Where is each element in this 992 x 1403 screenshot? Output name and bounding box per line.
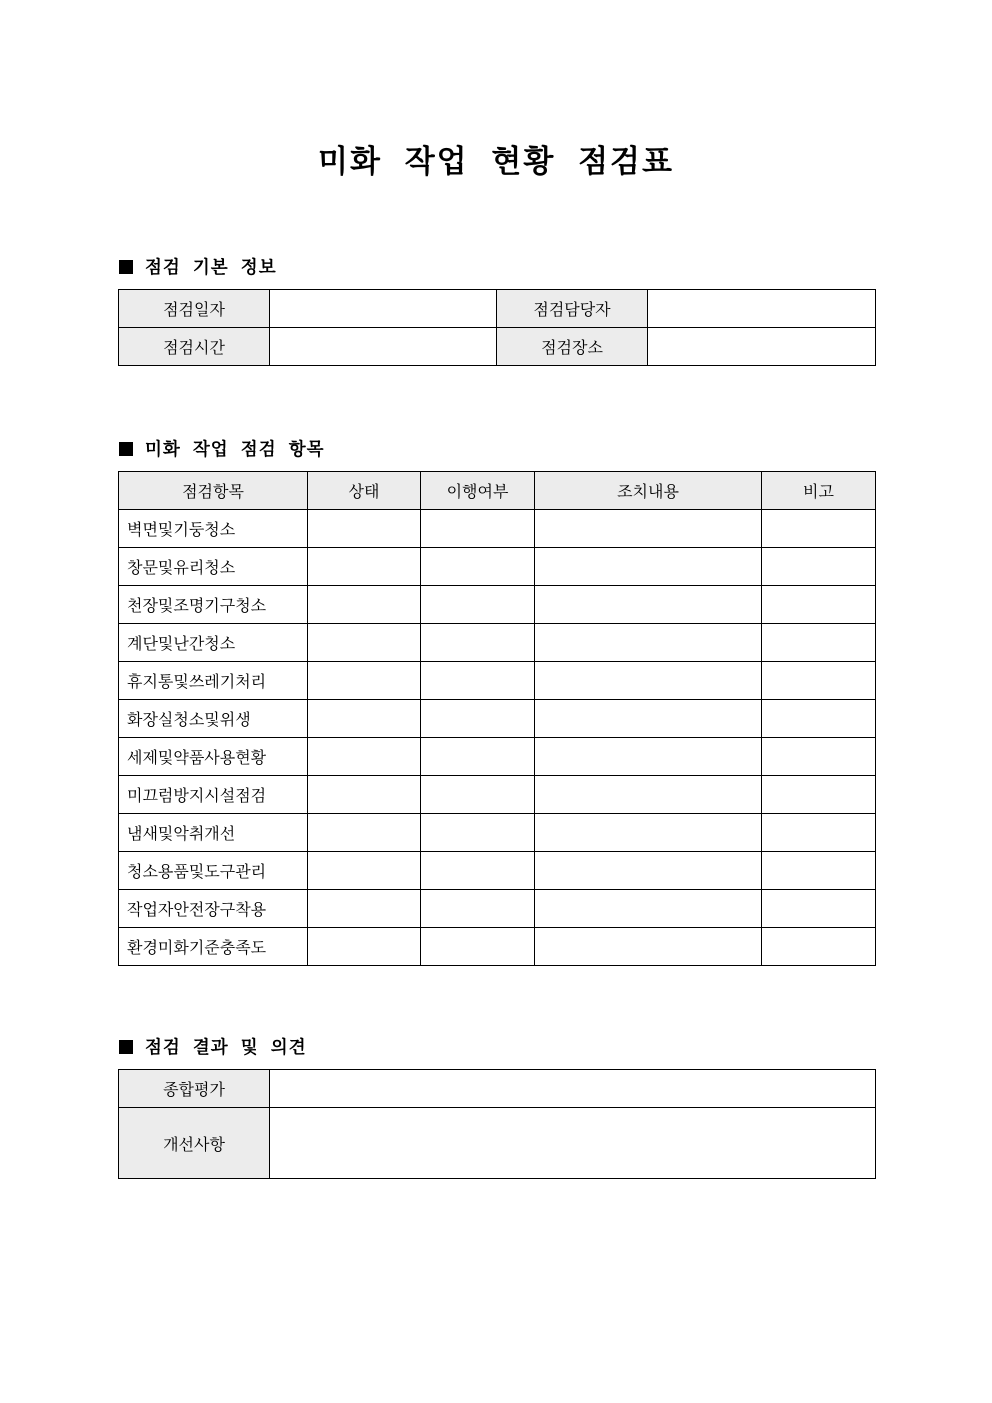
check-items-table xyxy=(118,471,876,966)
action-cell[interactable] xyxy=(535,510,762,548)
inspection-place-label: 점검장소 xyxy=(497,328,648,366)
section-title-text: 점검 결과 및 의견 xyxy=(145,1038,307,1058)
result-table xyxy=(118,1069,876,1179)
action-cell[interactable] xyxy=(535,624,762,662)
action-cell[interactable] xyxy=(535,852,762,890)
remarks-cell[interactable] xyxy=(762,814,876,852)
status-cell[interactable] xyxy=(308,814,421,852)
table-row xyxy=(119,1108,876,1179)
section-title-check-items xyxy=(119,436,325,461)
status-cell[interactable] xyxy=(308,548,421,586)
page-title: 미화 작업 현황 점검표 xyxy=(318,144,674,180)
check-item-label: 창문및유리청소 xyxy=(119,548,308,586)
check-item-label: 계단및난간청소 xyxy=(119,624,308,662)
status-cell[interactable] xyxy=(308,700,421,738)
remarks-cell[interactable] xyxy=(762,890,876,928)
table-row xyxy=(119,510,876,548)
remarks-cell[interactable] xyxy=(762,624,876,662)
table-header-row xyxy=(119,472,876,510)
compliance-cell[interactable] xyxy=(421,814,535,852)
status-cell[interactable] xyxy=(308,776,421,814)
square-bullet-icon xyxy=(119,1040,133,1054)
table-row xyxy=(119,890,876,928)
action-cell[interactable] xyxy=(535,700,762,738)
table-row xyxy=(119,586,876,624)
inspection-time-field[interactable] xyxy=(270,328,497,366)
basic-info-table xyxy=(118,289,876,366)
section-title-result xyxy=(119,1034,307,1059)
table-row xyxy=(119,290,876,328)
compliance-cell[interactable] xyxy=(421,738,535,776)
remarks-cell[interactable] xyxy=(762,776,876,814)
remarks-cell[interactable] xyxy=(762,852,876,890)
status-cell[interactable] xyxy=(308,586,421,624)
overall-evaluation-field[interactable] xyxy=(270,1070,876,1108)
compliance-cell[interactable] xyxy=(421,776,535,814)
header-status: 상태 xyxy=(308,472,421,510)
remarks-cell[interactable] xyxy=(762,738,876,776)
square-bullet-icon xyxy=(119,442,133,456)
section-title-text: 미화 작업 점검 항목 xyxy=(145,440,325,460)
table-row xyxy=(119,852,876,890)
action-cell[interactable] xyxy=(535,662,762,700)
overall-evaluation-label: 종합평가 xyxy=(119,1070,270,1108)
table-row xyxy=(119,738,876,776)
action-cell[interactable] xyxy=(535,548,762,586)
compliance-cell[interactable] xyxy=(421,890,535,928)
status-cell[interactable] xyxy=(308,890,421,928)
remarks-cell[interactable] xyxy=(762,586,876,624)
compliance-cell[interactable] xyxy=(421,700,535,738)
action-cell[interactable] xyxy=(535,928,762,966)
remarks-cell[interactable] xyxy=(762,700,876,738)
inspection-time-label: 점검시간 xyxy=(119,328,270,366)
table-row xyxy=(119,814,876,852)
check-item-label: 환경미화기준충족도 xyxy=(119,928,308,966)
status-cell[interactable] xyxy=(308,852,421,890)
check-item-label: 벽면및기둥청소 xyxy=(119,510,308,548)
improvements-label: 개선사항 xyxy=(119,1108,270,1179)
status-cell[interactable] xyxy=(308,510,421,548)
status-cell[interactable] xyxy=(308,928,421,966)
section-title-text: 점검 기본 정보 xyxy=(145,258,277,278)
section-title-basic-info xyxy=(119,254,277,279)
table-row xyxy=(119,548,876,586)
status-cell[interactable] xyxy=(308,738,421,776)
action-cell[interactable] xyxy=(535,738,762,776)
remarks-cell[interactable] xyxy=(762,548,876,586)
improvements-field[interactable] xyxy=(270,1108,876,1179)
compliance-cell[interactable] xyxy=(421,928,535,966)
square-bullet-icon xyxy=(119,260,133,274)
remarks-cell[interactable] xyxy=(762,510,876,548)
action-cell[interactable] xyxy=(535,814,762,852)
header-check-item: 점검항목 xyxy=(119,472,308,510)
status-cell[interactable] xyxy=(308,624,421,662)
header-action: 조치내용 xyxy=(535,472,762,510)
action-cell[interactable] xyxy=(535,776,762,814)
compliance-cell[interactable] xyxy=(421,624,535,662)
check-item-label: 천장및조명기구청소 xyxy=(119,586,308,624)
header-remarks: 비고 xyxy=(762,472,876,510)
status-cell[interactable] xyxy=(308,662,421,700)
inspector-label: 점검담당자 xyxy=(497,290,648,328)
check-item-label: 세제및약품사용현황 xyxy=(119,738,308,776)
action-cell[interactable] xyxy=(535,586,762,624)
table-row xyxy=(119,624,876,662)
check-item-label: 작업자안전장구착용 xyxy=(119,890,308,928)
remarks-cell[interactable] xyxy=(762,928,876,966)
table-row xyxy=(119,1070,876,1108)
inspection-place-field[interactable] xyxy=(648,328,876,366)
inspection-date-label: 점검일자 xyxy=(119,290,270,328)
table-row xyxy=(119,662,876,700)
compliance-cell[interactable] xyxy=(421,510,535,548)
action-cell[interactable] xyxy=(535,890,762,928)
check-item-label: 청소용품및도구관리 xyxy=(119,852,308,890)
header-compliance: 이행여부 xyxy=(421,472,535,510)
compliance-cell[interactable] xyxy=(421,662,535,700)
table-row xyxy=(119,328,876,366)
table-row xyxy=(119,700,876,738)
check-item-label: 화장실청소및위생 xyxy=(119,700,308,738)
check-item-label: 냄새및악취개선 xyxy=(119,814,308,852)
check-item-label: 미끄럼방지시설점검 xyxy=(119,776,308,814)
compliance-cell[interactable] xyxy=(421,852,535,890)
table-row xyxy=(119,776,876,814)
compliance-cell[interactable] xyxy=(421,548,535,586)
remarks-cell[interactable] xyxy=(762,662,876,700)
inspection-date-field[interactable] xyxy=(270,290,497,328)
inspector-field[interactable] xyxy=(648,290,876,328)
check-item-label: 휴지통및쓰레기처리 xyxy=(119,662,308,700)
table-row xyxy=(119,928,876,966)
compliance-cell[interactable] xyxy=(421,586,535,624)
